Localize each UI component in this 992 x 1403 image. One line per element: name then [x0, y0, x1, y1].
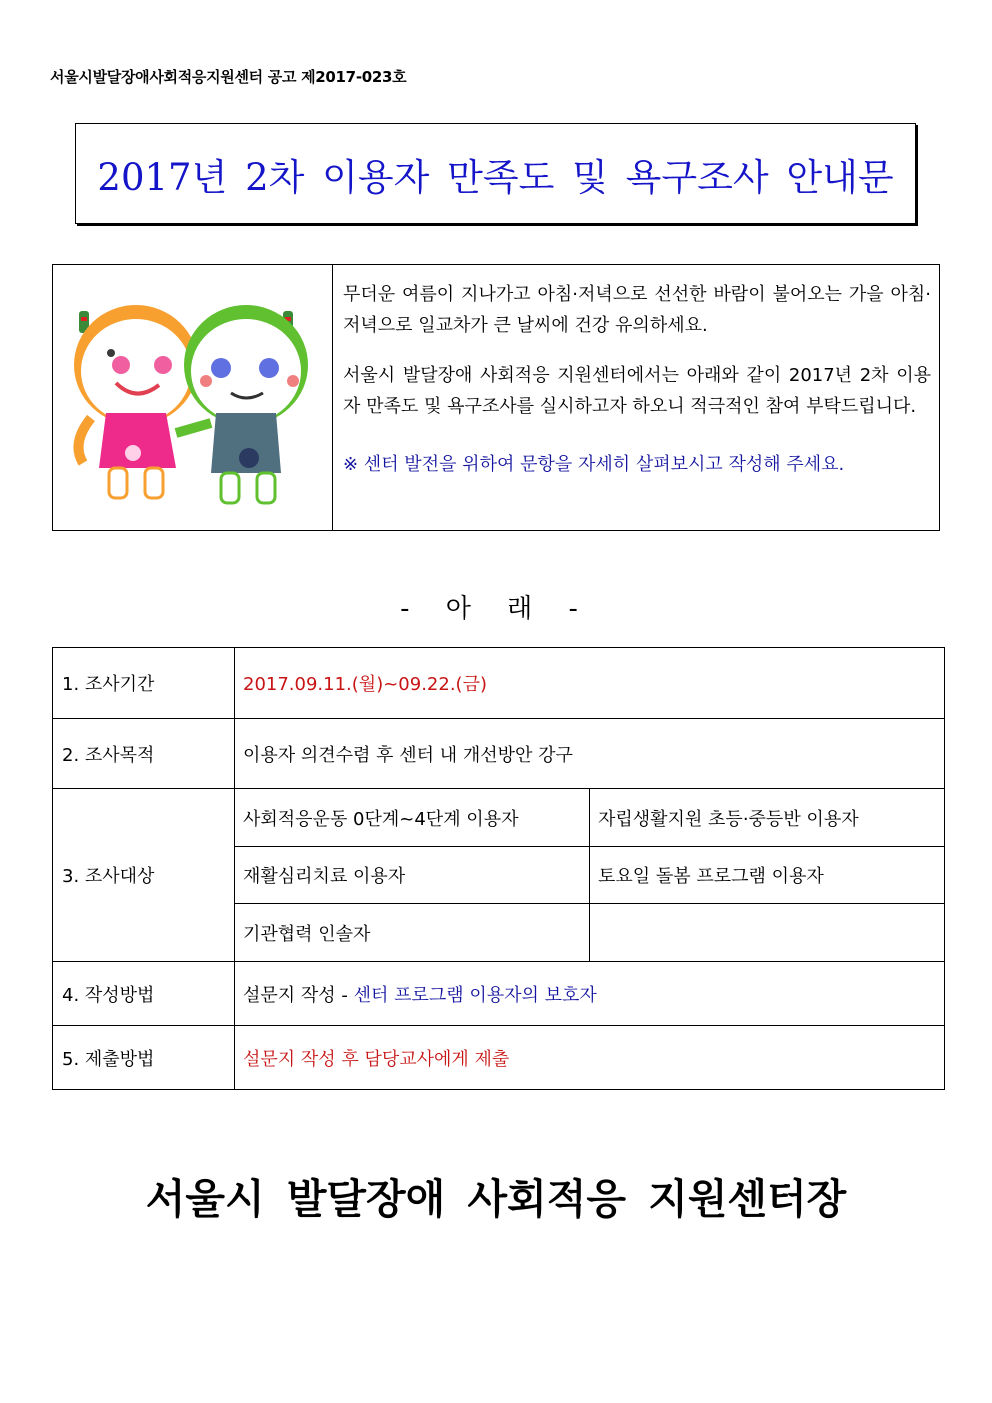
mascot-icon: [71, 293, 311, 513]
purpose-value: 이용자 의견수렴 후 센터 내 개선방안 강구: [235, 719, 945, 789]
intro-paragraph-2: 서울시 발달장애 사회적응 지원센터에서는 아래와 같이 2017년 2차 이용자 만족도 및 욕구조사를 실시하고자 하오니 적극적인 참여 부탁드립니다.: [343, 365, 931, 417]
table-row: [53, 789, 945, 847]
intro-box: [52, 264, 940, 531]
submit-value: 설문지 작성 후 담당교사에게 제출: [235, 1026, 945, 1090]
table-row: [53, 1026, 945, 1090]
empty-cell: [590, 904, 945, 962]
intro-paragraph-1: 무더운 여름이 지나가고 아침·저녁으로 선선한 바람이 불어오는 가을 아침·저녁으로 일교차가 큰 날씨에 건강 유의하세요.: [343, 284, 931, 336]
table-row: [53, 648, 945, 719]
method-label: 4. 작성방법: [53, 962, 235, 1026]
survey-info-table: [52, 647, 945, 1090]
mascot-illustration: [53, 265, 333, 530]
intro-text: [333, 265, 939, 530]
target-cell: 자립생활지원 초등·중등반 이용자: [590, 789, 945, 847]
footer-signature: 서울시 발달장애 사회적응 지원센터장: [145, 1175, 847, 1223]
title-box: [75, 123, 916, 224]
target-cell: 재활심리치료 이용자: [235, 847, 590, 904]
period-value: 2017.09.11.(월)~09.22.(금): [235, 648, 945, 719]
method-prefix: 설문지 작성 -: [243, 984, 354, 1006]
table-row: [53, 719, 945, 789]
target-cell: 사회적응운동 0단계~4단계 이용자: [235, 789, 590, 847]
section-subtitle: - 아 래 -: [400, 594, 592, 624]
method-highlight: 센터 프로그램 이용자의 보호자: [353, 984, 597, 1006]
target-label: 3. 조사대상: [53, 789, 235, 962]
table-row: [53, 962, 945, 1026]
purpose-label: 2. 조사목적: [53, 719, 235, 789]
page-title: 2017년 2차 이용자 만족도 및 욕구조사 안내문: [97, 155, 894, 199]
intro-note: ※ 센터 발전을 위하여 문항을 자세히 살펴보시고 작성해 주세요.: [343, 454, 845, 475]
method-value: [235, 962, 945, 1026]
notice-number: 서울시발달장애사회적응지원센터 공고 제2017-023호: [50, 68, 407, 86]
target-cell: 토요일 돌봄 프로그램 이용자: [590, 847, 945, 904]
target-cell: 기관협력 인솔자: [235, 904, 590, 962]
period-label: 1. 조사기간: [53, 648, 235, 719]
submit-label: 5. 제출방법: [53, 1026, 235, 1090]
